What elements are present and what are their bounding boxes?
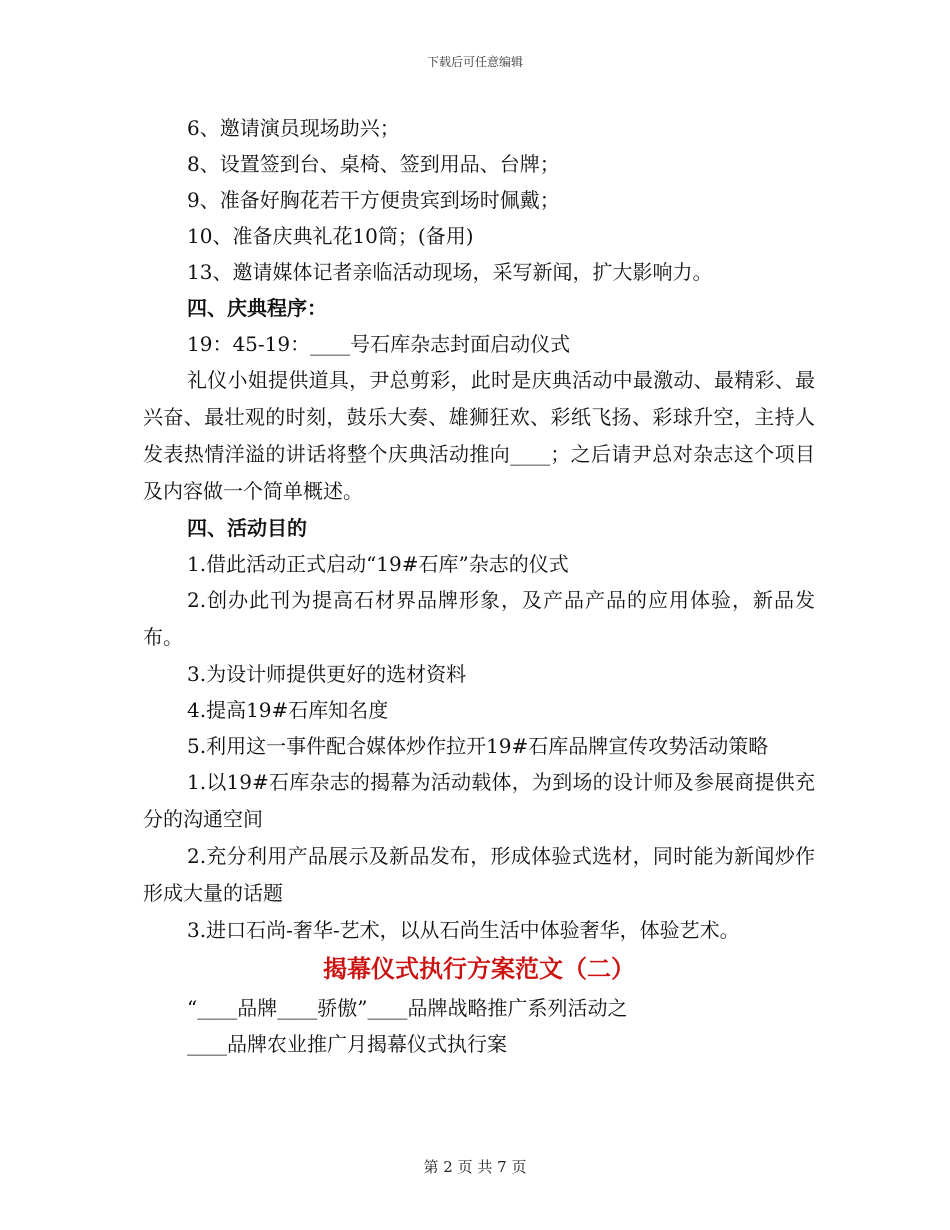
list-item: 2.创办此刊为提高石材界品牌形象，及产品产品的应用体验，新品发布。 (143, 588, 815, 649)
list-item: 1.借此活动正式启动“19#石库”杂志的仪式 (187, 552, 569, 576)
list-item: 1.以19#石库杂志的揭幕为活动载体，为到场的设计师及参展商提供充分的沟通空间 (143, 770, 815, 831)
list-item: 5.利用这一事件配合媒体炒作拉开19#石库品牌宣传攻势活动策略 (187, 734, 769, 758)
section-heading-program: 四、庆典程序： (187, 296, 327, 320)
list-item: 10、准备庆典礼花10筒；(备用) (187, 224, 474, 248)
list-item: 4.提高19#石库知名度 (187, 698, 389, 722)
list-item: 6、邀请演员现场助兴； (187, 116, 400, 140)
program-time: 19：45-19：____号石库杂志封面启动仪式 (187, 332, 571, 356)
program-description: 礼仪小姐提供道具，尹总剪彩，此时是庆典活动中最激动、最精彩、最兴奋、最壮观的时刻，鼓乐大奏、雄狮狂欢、彩纸飞扬、彩球升空，主持人发表热情洋溢的讲话将整个庆典活动推向____；之后请尹总对杂志这个项目及内容做一个简单概述。 (143, 368, 815, 503)
document-body (143, 110, 815, 1062)
list-item: 3.为设计师提供更好的选材资料 (187, 662, 467, 686)
page-number: 第 2 页 共 7 页 (423, 1158, 527, 1176)
intro-line: “____品牌____骄傲”____品牌战略推广系列活动之 (187, 996, 628, 1020)
list-item: 9、准备好胸花若干方便贵宾到场时佩戴； (187, 188, 560, 212)
list-item: 8、设置签到台、桌椅、签到用品、台牌； (187, 152, 560, 176)
section-heading-goal: 四、活动目的 (187, 516, 307, 540)
page-header-note: 下载后可任意编辑 (426, 55, 523, 69)
list-item: 3.进口石尚-奢华-艺术，以从石尚生活中体验奢华，体验艺术。 (187, 918, 740, 942)
list-item: 2.充分利用产品展示及新品发布，形成体验式选材，同时能为新闻炒作形成大量的话题 (143, 844, 815, 905)
list-item: 13、邀请媒体记者亲临活动现场，采写新闻，扩大影响力。 (187, 260, 713, 284)
intro-line: ____品牌农业推广月揭幕仪式执行案 (187, 1032, 507, 1056)
section-title: 揭幕仪式执行方案范文（二） (323, 954, 635, 983)
